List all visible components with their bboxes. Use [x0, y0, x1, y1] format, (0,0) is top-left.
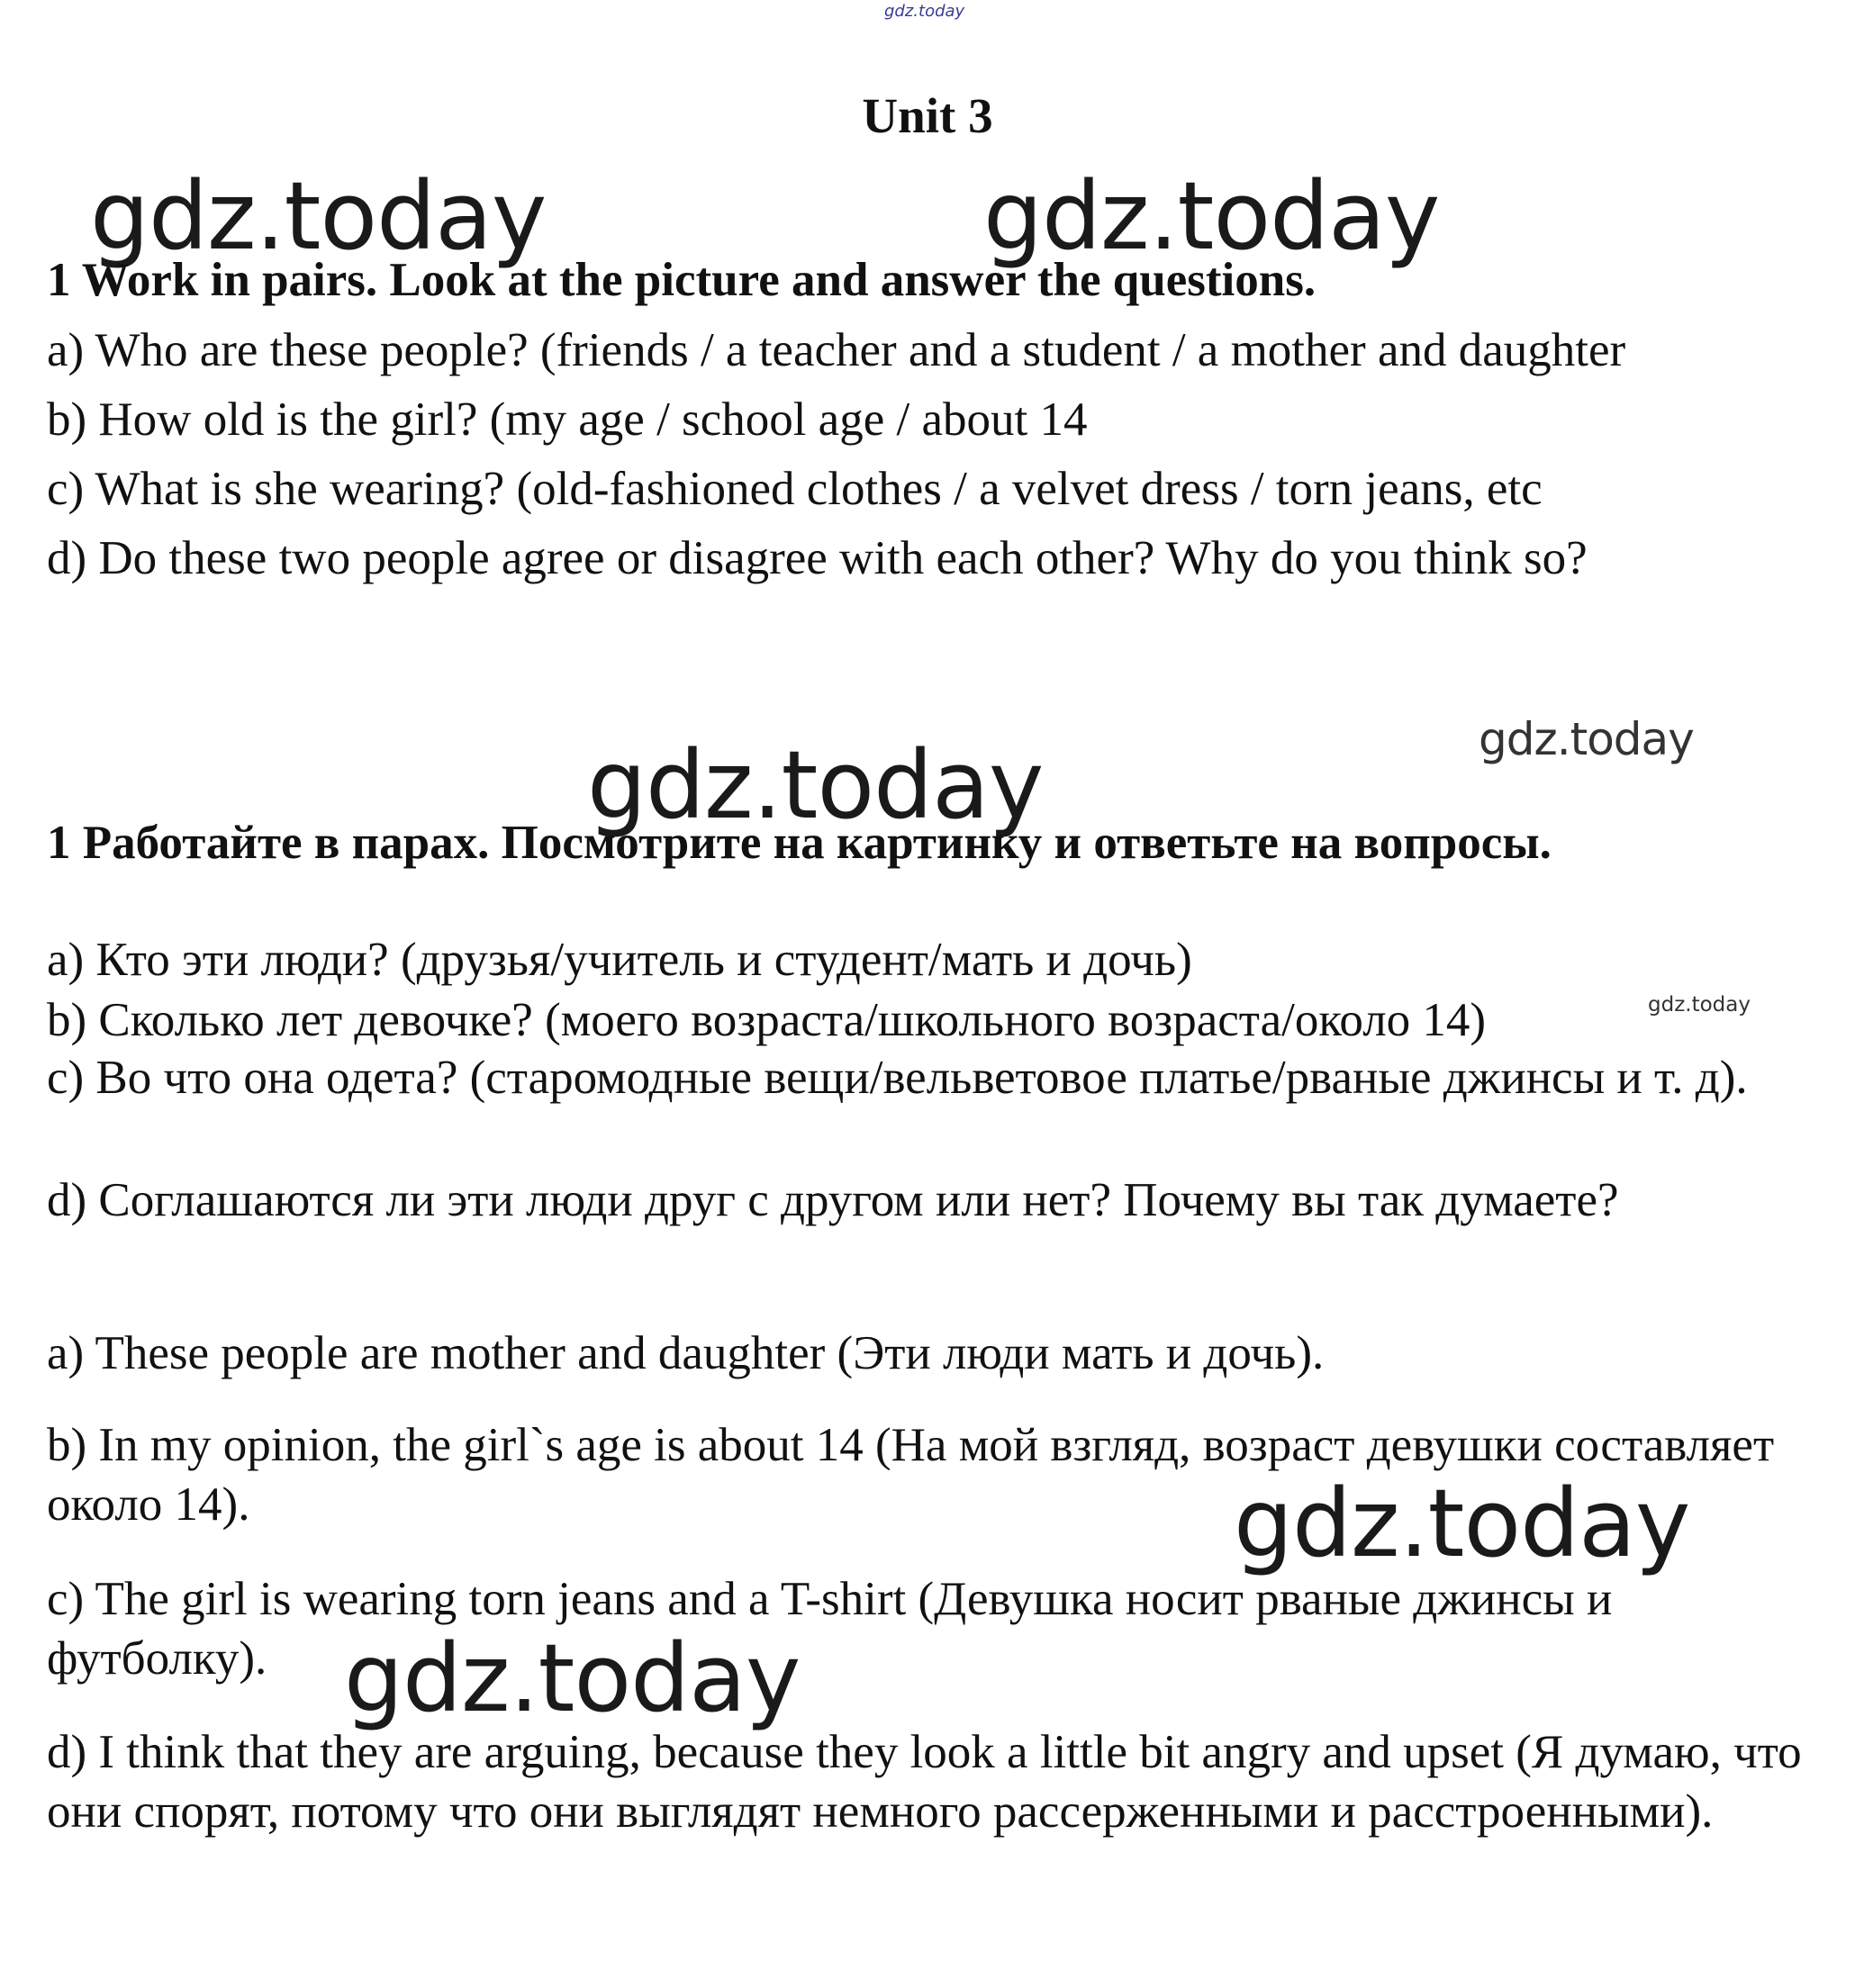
- watermark-4: gdz.today: [587, 730, 1044, 840]
- question-ru-d: d) Соглашаются ли эти люди друг с другом или нет? Почему вы так думаете?: [47, 1174, 1619, 1226]
- question-ru-b: b) Сколько лет девочке? (моего возраста/школьного возраста/около 14): [47, 994, 1487, 1046]
- question-ru-c: c) Во что она одета? (старомодные вещи/вельветовое платье/рваные джинсы и т. д).: [47, 1052, 1748, 1104]
- question-en-c: c) What is she wearing? (old-fashioned clothes / a velvet dress / torn jeans, etc: [47, 463, 1543, 515]
- watermark-6: gdz.today: [1234, 1468, 1690, 1578]
- question-en-a: a) Who are these people? (friends / a teacher and a student / a mother and daughter: [47, 324, 1626, 376]
- watermark-2: gdz.today: [983, 161, 1440, 271]
- task-heading-russian: 1 Работайте в парах. Посмотрите на картинку и ответьте на вопросы.: [47, 817, 1552, 869]
- answer-d: d) I think that they are arguing, because they look a little bit angry and upset (Я думаю, что они спорят, потому что они выглядят немного рассерженными и расстроенными).: [47, 1726, 1802, 1838]
- watermark-5: gdz.today: [1648, 993, 1751, 1017]
- question-ru-a: a) Кто эти люди? (друзья/учитель и студент/мать и дочь): [47, 934, 1192, 986]
- watermark-3: gdz.today: [1479, 713, 1694, 765]
- watermark-7: gdz.today: [344, 1623, 801, 1733]
- answer-b: b) In my opinion, the girl`s age is about 14 (На мой взгляд, возраст девушки составляет около 14).: [47, 1419, 1775, 1531]
- answer-a: a) These people are mother and daughter (Эти люди мать и дочь).: [47, 1327, 1325, 1379]
- page-title: Unit 3: [862, 88, 993, 143]
- answer-c: c) The girl is wearing torn jeans and a T-shirt (Девушка носит рваные джинсы и футболку).: [47, 1573, 1613, 1685]
- watermark-1: gdz.today: [90, 161, 547, 271]
- watermark-top: gdz.today: [884, 2, 965, 21]
- task-heading-english: 1 Work in pairs. Look at the picture and answer the questions.: [47, 254, 1317, 306]
- question-en-b: b) How old is the girl? (my age / school age / about 14: [47, 393, 1088, 446]
- question-en-d: d) Do these two people agree or disagree with each other? Why do you think so?: [47, 532, 1588, 584]
